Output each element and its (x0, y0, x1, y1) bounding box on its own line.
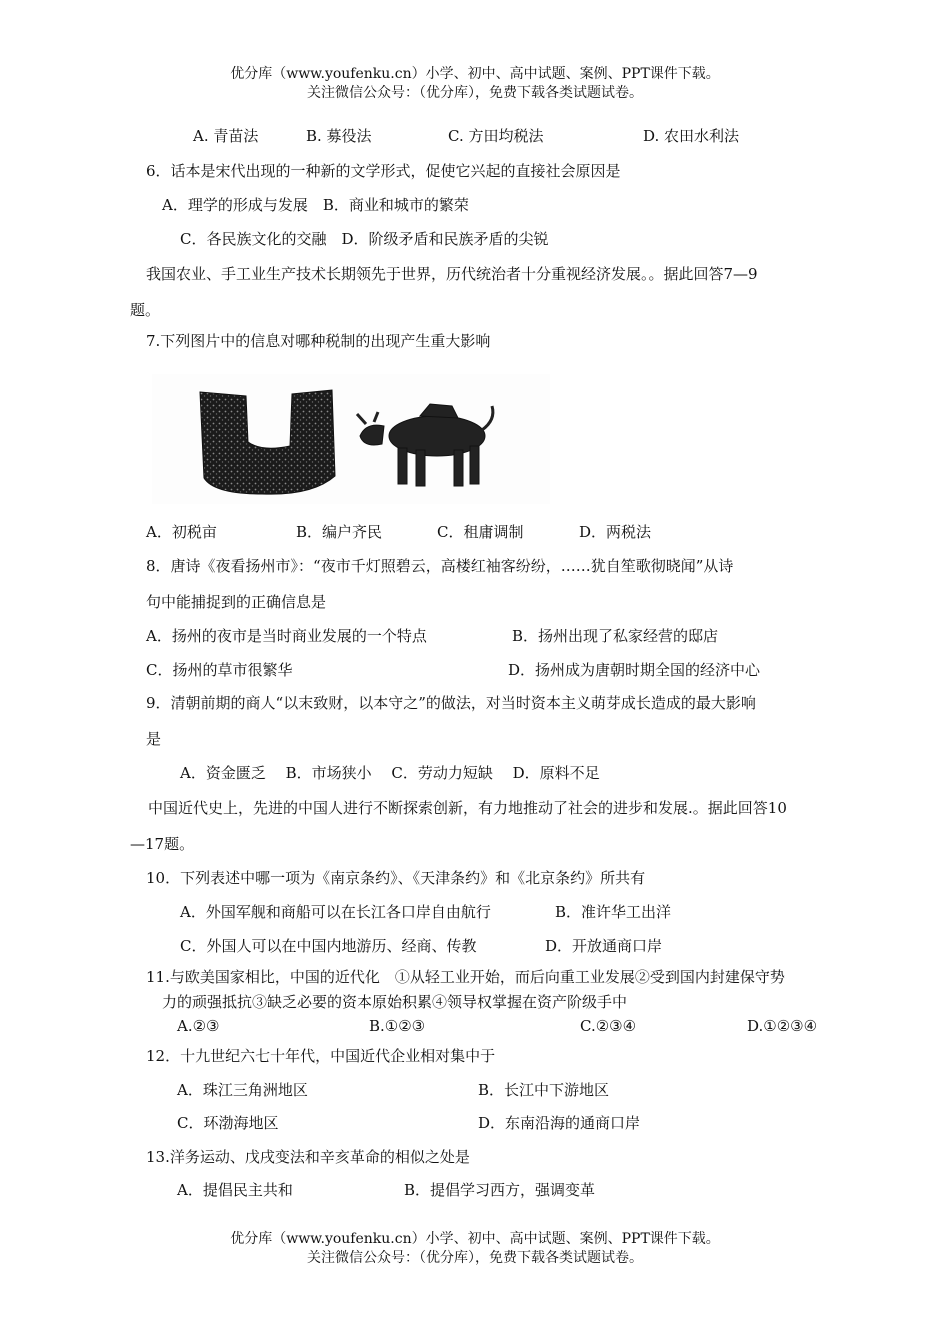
q8-stem-line-1: 8．唐诗《夜看扬州市》：“夜市千灯照碧云，高楼红袖客纷纷，……犹自笙歌彻晓闻”从诗 (146, 557, 734, 575)
page-footer-line-2: 关注微信公众号：（优分库），免费下载各类试题试卷。 (307, 1250, 643, 1266)
section-intro-10-17-line-2: —17题。 (130, 835, 195, 853)
q10-stem: 10．下列表述中哪一项为《南京条约》、《天津条约》和《北京条约》所共有 (146, 869, 646, 887)
q11-stem-line-1: 11.与欧美国家相比，中国的近代化 ①从轻工业开始，而后向重工业发展②受到国内封建保守势 (146, 968, 785, 986)
q8-option-a: A．扬州的夜市是当时商业发展的一个特点 (146, 627, 427, 645)
q6-options-ab: A．理学的形成与发展 B．商业和城市的繁荣 (162, 196, 469, 214)
q13-option-a: A．提倡民主共和 (177, 1181, 293, 1199)
q12-stem: 12．十九世纪六七十年代，中国近代企业相对集中于 (146, 1047, 496, 1065)
q7-option-d: D．两税法 (579, 523, 652, 541)
q9-stem-line-1: 9．清朝前期的商人“以末致财，以本守之”的做法，对当时资本主义萌芽成长造成的最大影响 (146, 694, 756, 712)
q11-stem-line-2: 力的顽强抵抗③缺乏必要的资本原始积累④领导权掌握在资产阶级手中 (162, 993, 628, 1011)
q11-option-a: A.②③ (177, 1017, 220, 1035)
q11-option-c: C.②③④ (580, 1017, 637, 1035)
q7-picture-svg (152, 374, 550, 504)
section-intro-7-9-line-2: 题。 (130, 301, 161, 319)
q5-option-c: C. 方田均税法 (448, 127, 544, 145)
q8-option-b: B．扬州出现了私家经营的邸店 (512, 627, 719, 645)
iron-plough-image (200, 390, 335, 494)
q7-stem: 7.下列图片中的信息对哪种税制的出现产生重大影响 (146, 332, 491, 350)
q13-stem: 13.洋务运动、戊戌变法和辛亥革命的相似之处是 (146, 1148, 470, 1166)
q8-option-c: C．扬州的草市很繁华 (146, 661, 293, 679)
q8-option-d: D．扬州成为唐朝时期全国的经济中心 (508, 661, 761, 679)
page-header-line-2: 关注微信公众号：（优分库），免费下载各类试题试卷。 (307, 85, 643, 101)
section-intro-10-17-line-1: 中国近代史上，先进的中国人进行不断探索创新，有力地推动了社会的进步和发展.。据此回答10 (148, 799, 787, 817)
q10-option-d: D．开放通商口岸 (545, 937, 663, 955)
page-header-line-1: 优分库（www.youfenku.cn）小学、初中、高中试题、案例、PPT课件下载。 (230, 66, 720, 82)
q5-option-a: A. 青苗法 (193, 127, 259, 145)
q12-option-d: D．东南沿海的通商口岸 (478, 1114, 641, 1132)
q9-options: A．资金匮乏 B．市场狭小 C．劳动力短缺 D．原料不足 (180, 764, 600, 782)
q9-stem-line-2: 是 (146, 730, 162, 748)
q12-option-a: A．珠江三角洲地区 (177, 1081, 308, 1099)
q7-option-c: C．租庸调制 (437, 523, 524, 541)
ox-statue-image (357, 404, 493, 486)
q10-option-c: C．外国人可以在中国内地游历、经商、传教 (180, 937, 477, 955)
q13-option-b: B．提倡学习西方，强调变革 (404, 1181, 596, 1199)
section-intro-7-9-line-1: 我国农业、手工业生产技术长期领先于世界，历代统治者十分重视经济发展。。据此回答7—9 (146, 265, 758, 283)
q8-stem-line-2: 句中能捕捉到的正确信息是 (146, 593, 327, 611)
q10-option-b: B．准许华工出洋 (555, 903, 672, 921)
q11-option-b: B.①②③ (369, 1017, 426, 1035)
q6-stem: 6．话本是宋代出现的一种新的文学形式，促使它兴起的直接社会原因是 (146, 162, 621, 180)
q12-option-c: C．环渤海地区 (177, 1114, 279, 1132)
q6-options-cd: C．各民族文化的交融 D．阶级矛盾和民族矛盾的尖锐 (180, 230, 549, 248)
q5-option-b: B. 募役法 (306, 127, 372, 145)
q7-option-b: B．编户齐民 (296, 523, 383, 541)
q7-picture (152, 374, 550, 504)
page-footer-line-1: 优分库（www.youfenku.cn）小学、初中、高中试题、案例、PPT课件下载。 (230, 1231, 720, 1247)
q7-option-a: A．初税亩 (146, 523, 217, 541)
q5-option-d: D. 农田水利法 (643, 127, 740, 145)
q10-option-a: A．外国军舰和商船可以在长江各口岸自由航行 (180, 903, 491, 921)
q12-option-b: B．长江中下游地区 (478, 1081, 610, 1099)
q11-option-d: D.①②③④ (747, 1017, 818, 1035)
